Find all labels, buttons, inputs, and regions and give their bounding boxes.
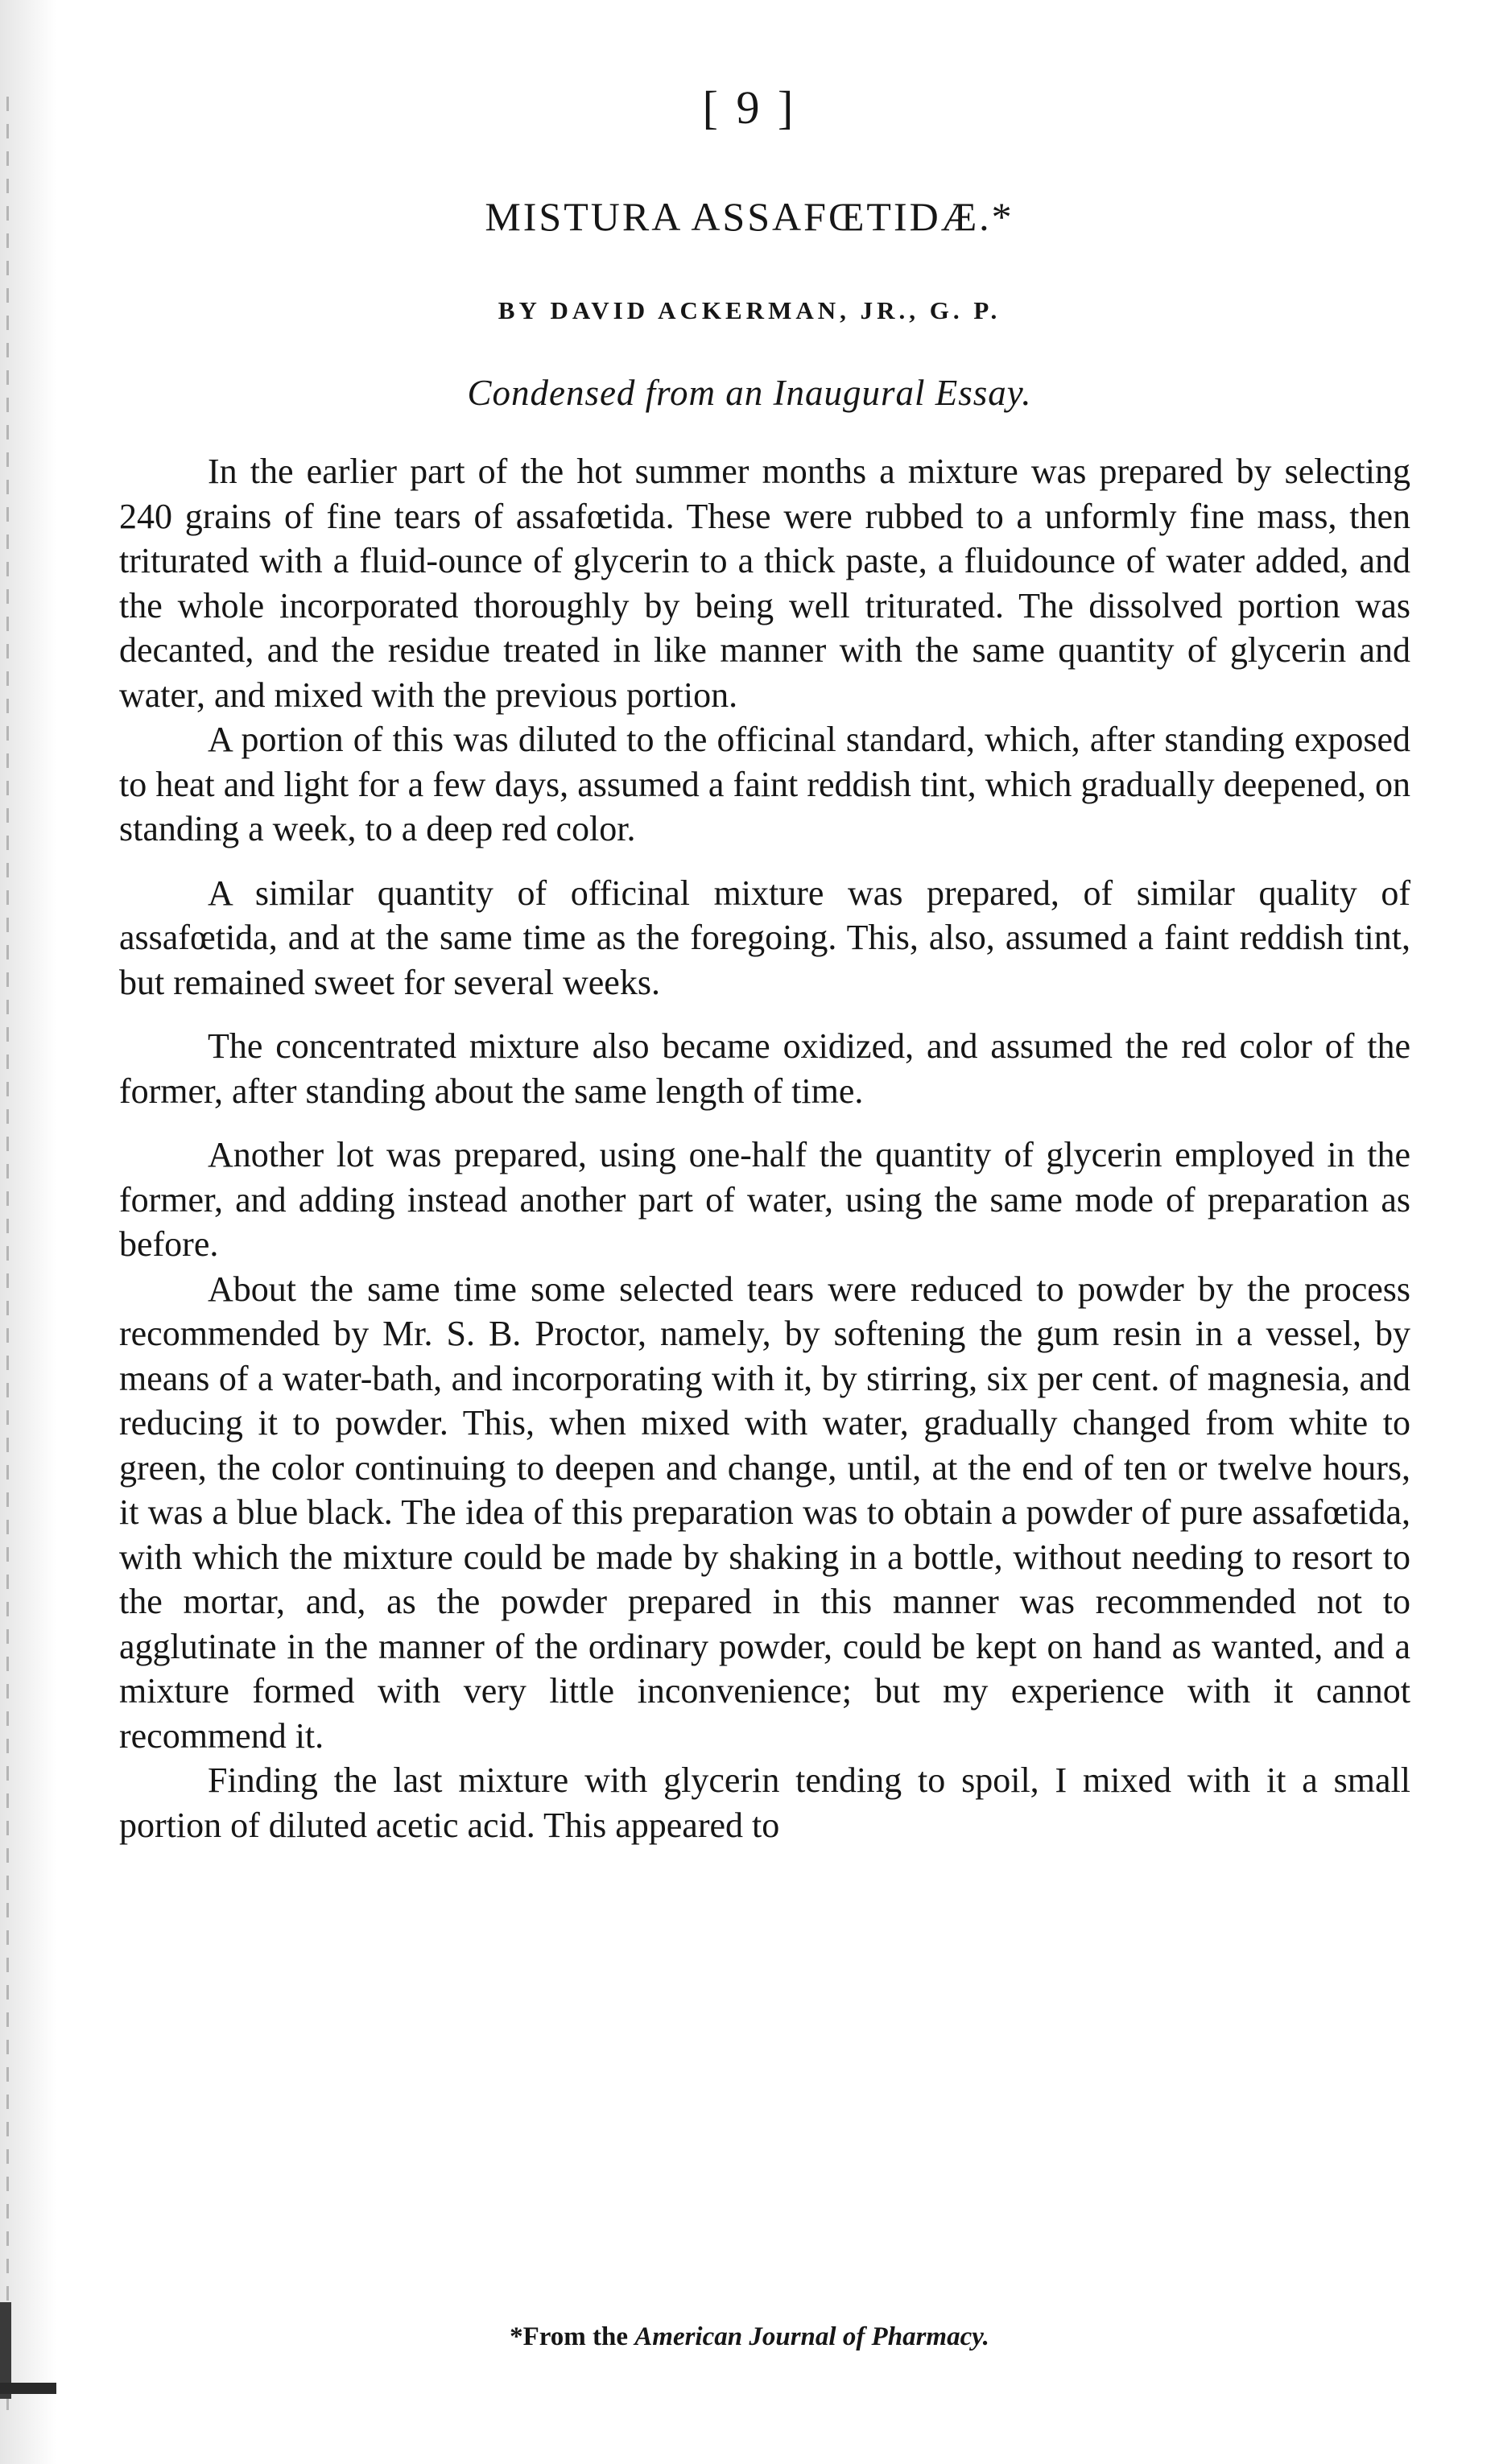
paragraph-4: The concentrated mixture also became oxidized, and assumed the red color of the former, after standing about the same length of time. (119, 1026, 1410, 1111)
paragraph-5: Another lot was prepared, using one-half the quantity of glycerin employed in the former, and adding instead another part of water, using the same mode of preparation as before. (119, 1135, 1410, 1264)
paragraph-1: In the earlier part of the hot summer months a mixture was prepared by selecting 240 grains of fine tears of assafœtida. These were rubbed to a unformly fine mass, then triturated with a fluid-ounce of glycerin to a thick paste, a fluidounce of water added, and the whole incorporated thoroughly by being well triturated. The dissolved portion was decanted, and the residue treated in like manner with the same quantity of glycerin and water, and mixed with the previous portion. (119, 452, 1410, 715)
footnote (0, 2322, 1499, 2352)
binding-corner-mark-base (0, 2383, 56, 2394)
article-body (119, 449, 1410, 1847)
footnote-journal: American Journal of Pharmacy. (634, 2322, 989, 2351)
footnote-prefix: *From the (510, 2322, 629, 2351)
paragraph-6: About the same time some selected tears were reduced to powder by the process recommended by Mr. S. B. Proctor, namely, by softening the gum resin in a vessel, by means of a water-bath, and incorporating with it, by stirring, six per cent. of magnesia, and reducing it to powder. This, when mixed with water, gradually changed from white to green, the color continuing to deepen and change, until, at the end of ten or twelve hours, it was a blue black. The idea of this preparation was to obtain a powder of pure assafœtida, with which the mixture could be made by shaking in a bottle, without needing to resort to the mortar, and, as the powder prepared in this manner was recommended not to agglutinate in the manner of the ordinary powder, could be kept on hand as wanted, and a mixture formed with very little inconvenience; but my experience with it cannot recommend it. (119, 1269, 1410, 1756)
paragraph-7: Finding the last mixture with glycerin tending to spoil, I mixed with it a small portion of diluted acetic acid. This appeared to (119, 1760, 1410, 1845)
article-title: MISTURA ASSAFŒTIDÆ.* (485, 194, 1014, 239)
author-byline: BY DAVID ACKERMAN, JR., G. P. (498, 296, 1001, 324)
paragraph-2: A portion of this was diluted to the officinal standard, which, after standing exposed to heat and light for a few days, assumed a faint reddish tint, which gradually deepened, on standing a week, to a deep red color. (119, 720, 1410, 848)
binding-margin-marks (6, 97, 9, 2423)
page-number: [ 9 ] (702, 81, 797, 134)
paragraph-3: A similar quantity of officinal mixture was prepared, of similar quality of assafœtida, and at the same time as the foregoing. This, also, assumed a faint reddish tint, but remained sweet for several weeks. (119, 873, 1410, 1002)
article-subtitle: Condensed from an Inaugural Essay. (467, 373, 1032, 413)
